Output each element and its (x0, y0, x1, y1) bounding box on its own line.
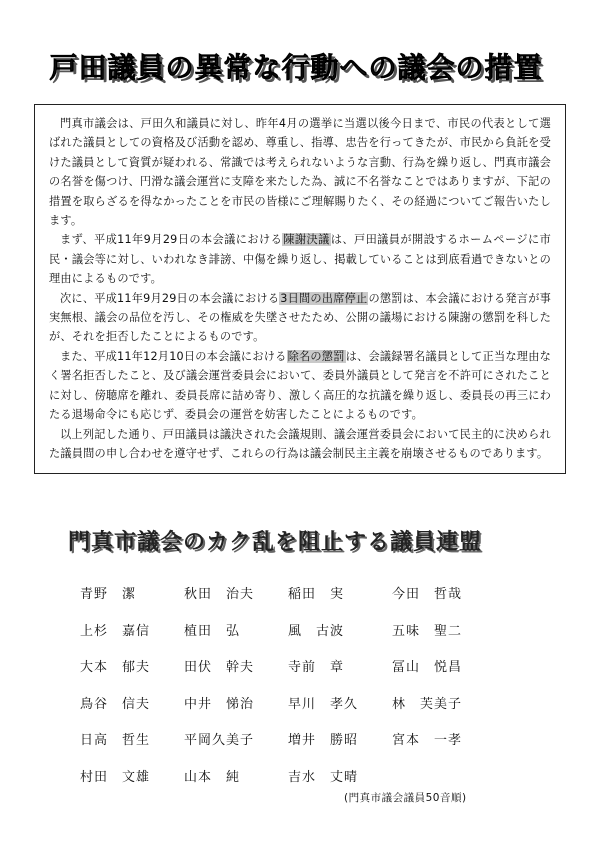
member-name: 山本 純 (184, 769, 241, 785)
paragraph-text: また、平成11年12月10日の本会議における (60, 349, 287, 363)
paragraph-text: は、会議録署名議員として正当な理由なく署名拒否したこと、及び議会運営委員会において、委員外議員として発言を不許可にされたことに対し、傍聴席を離れ、委員長席に詰め寄り、激しく高圧的な抗議を繰り返し、委員長の再三にわたる退場命令にも応じず、委員会の運営を妨害したことによるものです。 (49, 349, 551, 422)
highlighted-measure: 3日間の出席停止 (280, 291, 368, 305)
paragraph-text: の懲罰は、本会議における発言が事実無根、議会の品位を汚し、その権威を失墜させたため、公開の議場における陳謝の懲罰を科したが、それを拒否したことによるものです。 (49, 291, 552, 344)
paragraph-text: まず、平成11年9月29日の本会議における (60, 233, 283, 247)
statement-paragraph-apology (49, 230, 551, 288)
member-name: 林 芙美子 (392, 696, 463, 712)
member-list (80, 586, 500, 787)
member-name: 上杉 嘉信 (80, 623, 151, 639)
member-name: 早川 孝久 (288, 696, 359, 712)
paragraph-text: 次に、平成11年9月29日の本会議における (60, 291, 280, 305)
alliance-title: 門真市議会のカク乱を阻止する議員連盟 (68, 529, 483, 555)
paragraph-text: は、戸田議員が開設するホームページに市民・議会等に対し、いわれなき誹謗、中傷を繰り返し、掲載していることは到底看過できないとの理由によるものです。 (49, 233, 551, 286)
statement-paragraph-intro: 門真市議会は、戸田久和議員に対し、昨年4月の選挙に当選以後今日まで、市民の代表として選ばれた議員としての資格及び活動を認め、尊重し、指導、忠告を行ってきたが、市民から負託を受けた議員として資質が疑われる、常識では考えられないような言動、行為を繰り返し、門真市議会の名誉を傷つけ、円滑な議会運営に支障を来たした為、誠に不名誉なことではありますが、下記の措置を取らざるを得なかったことを市民の皆様にご理解賜りたく、その経過についてご報告いたします。 (49, 117, 551, 228)
member-name: 寺前 章 (288, 660, 345, 675)
member-name: 冨山 悦昌 (392, 660, 463, 675)
member-name: 増井 勝昭 (288, 733, 359, 748)
member-name: 日高 哲生 (80, 733, 151, 748)
member-name: 植田 弘 (184, 623, 241, 639)
member-name: 宮本 一孝 (392, 733, 463, 748)
member-name: 田伏 幹夫 (184, 660, 255, 675)
highlighted-measure: 陳謝決議 (283, 233, 330, 247)
page-title-banner (36, 38, 556, 94)
member-name: 青野 潔 (80, 587, 137, 602)
member-name: 村田 文雄 (80, 769, 151, 785)
member-name: 稲田 実 (288, 587, 345, 602)
statement-paragraph-suspension (49, 289, 551, 347)
member-name: 今田 哲哉 (392, 587, 463, 602)
member-name: 五味 聖二 (392, 623, 463, 639)
statement-paragraph-expulsion (49, 347, 551, 425)
member-name: 吉水 丈晴 (288, 769, 359, 785)
member-name: 風 古波 (288, 623, 345, 639)
alliance-title-banner (68, 520, 528, 560)
member-name: 中井 悌治 (184, 696, 255, 712)
member-order-note: (門真市議会議員50音順) (344, 792, 467, 804)
statement-box (34, 104, 566, 474)
page-title: 戸田議員の異常な行動への議会の措置 (49, 51, 543, 84)
member-name: 鳥谷 信夫 (80, 696, 151, 712)
member-name: 秋田 治夫 (184, 587, 255, 602)
member-name: 平岡久美子 (184, 733, 255, 748)
highlighted-measure: 除名の懲罰 (287, 349, 345, 363)
statement-paragraph-conclusion: 以上列記した通り、戸田議員は議決された会議規則、議会運営委員会において民主的に決められた議員間の申し合わせを遵守せず、これらの行為は議会制民主主義を崩壊させるものであります。 (49, 427, 551, 460)
member-name: 大本 郁夫 (80, 660, 151, 675)
